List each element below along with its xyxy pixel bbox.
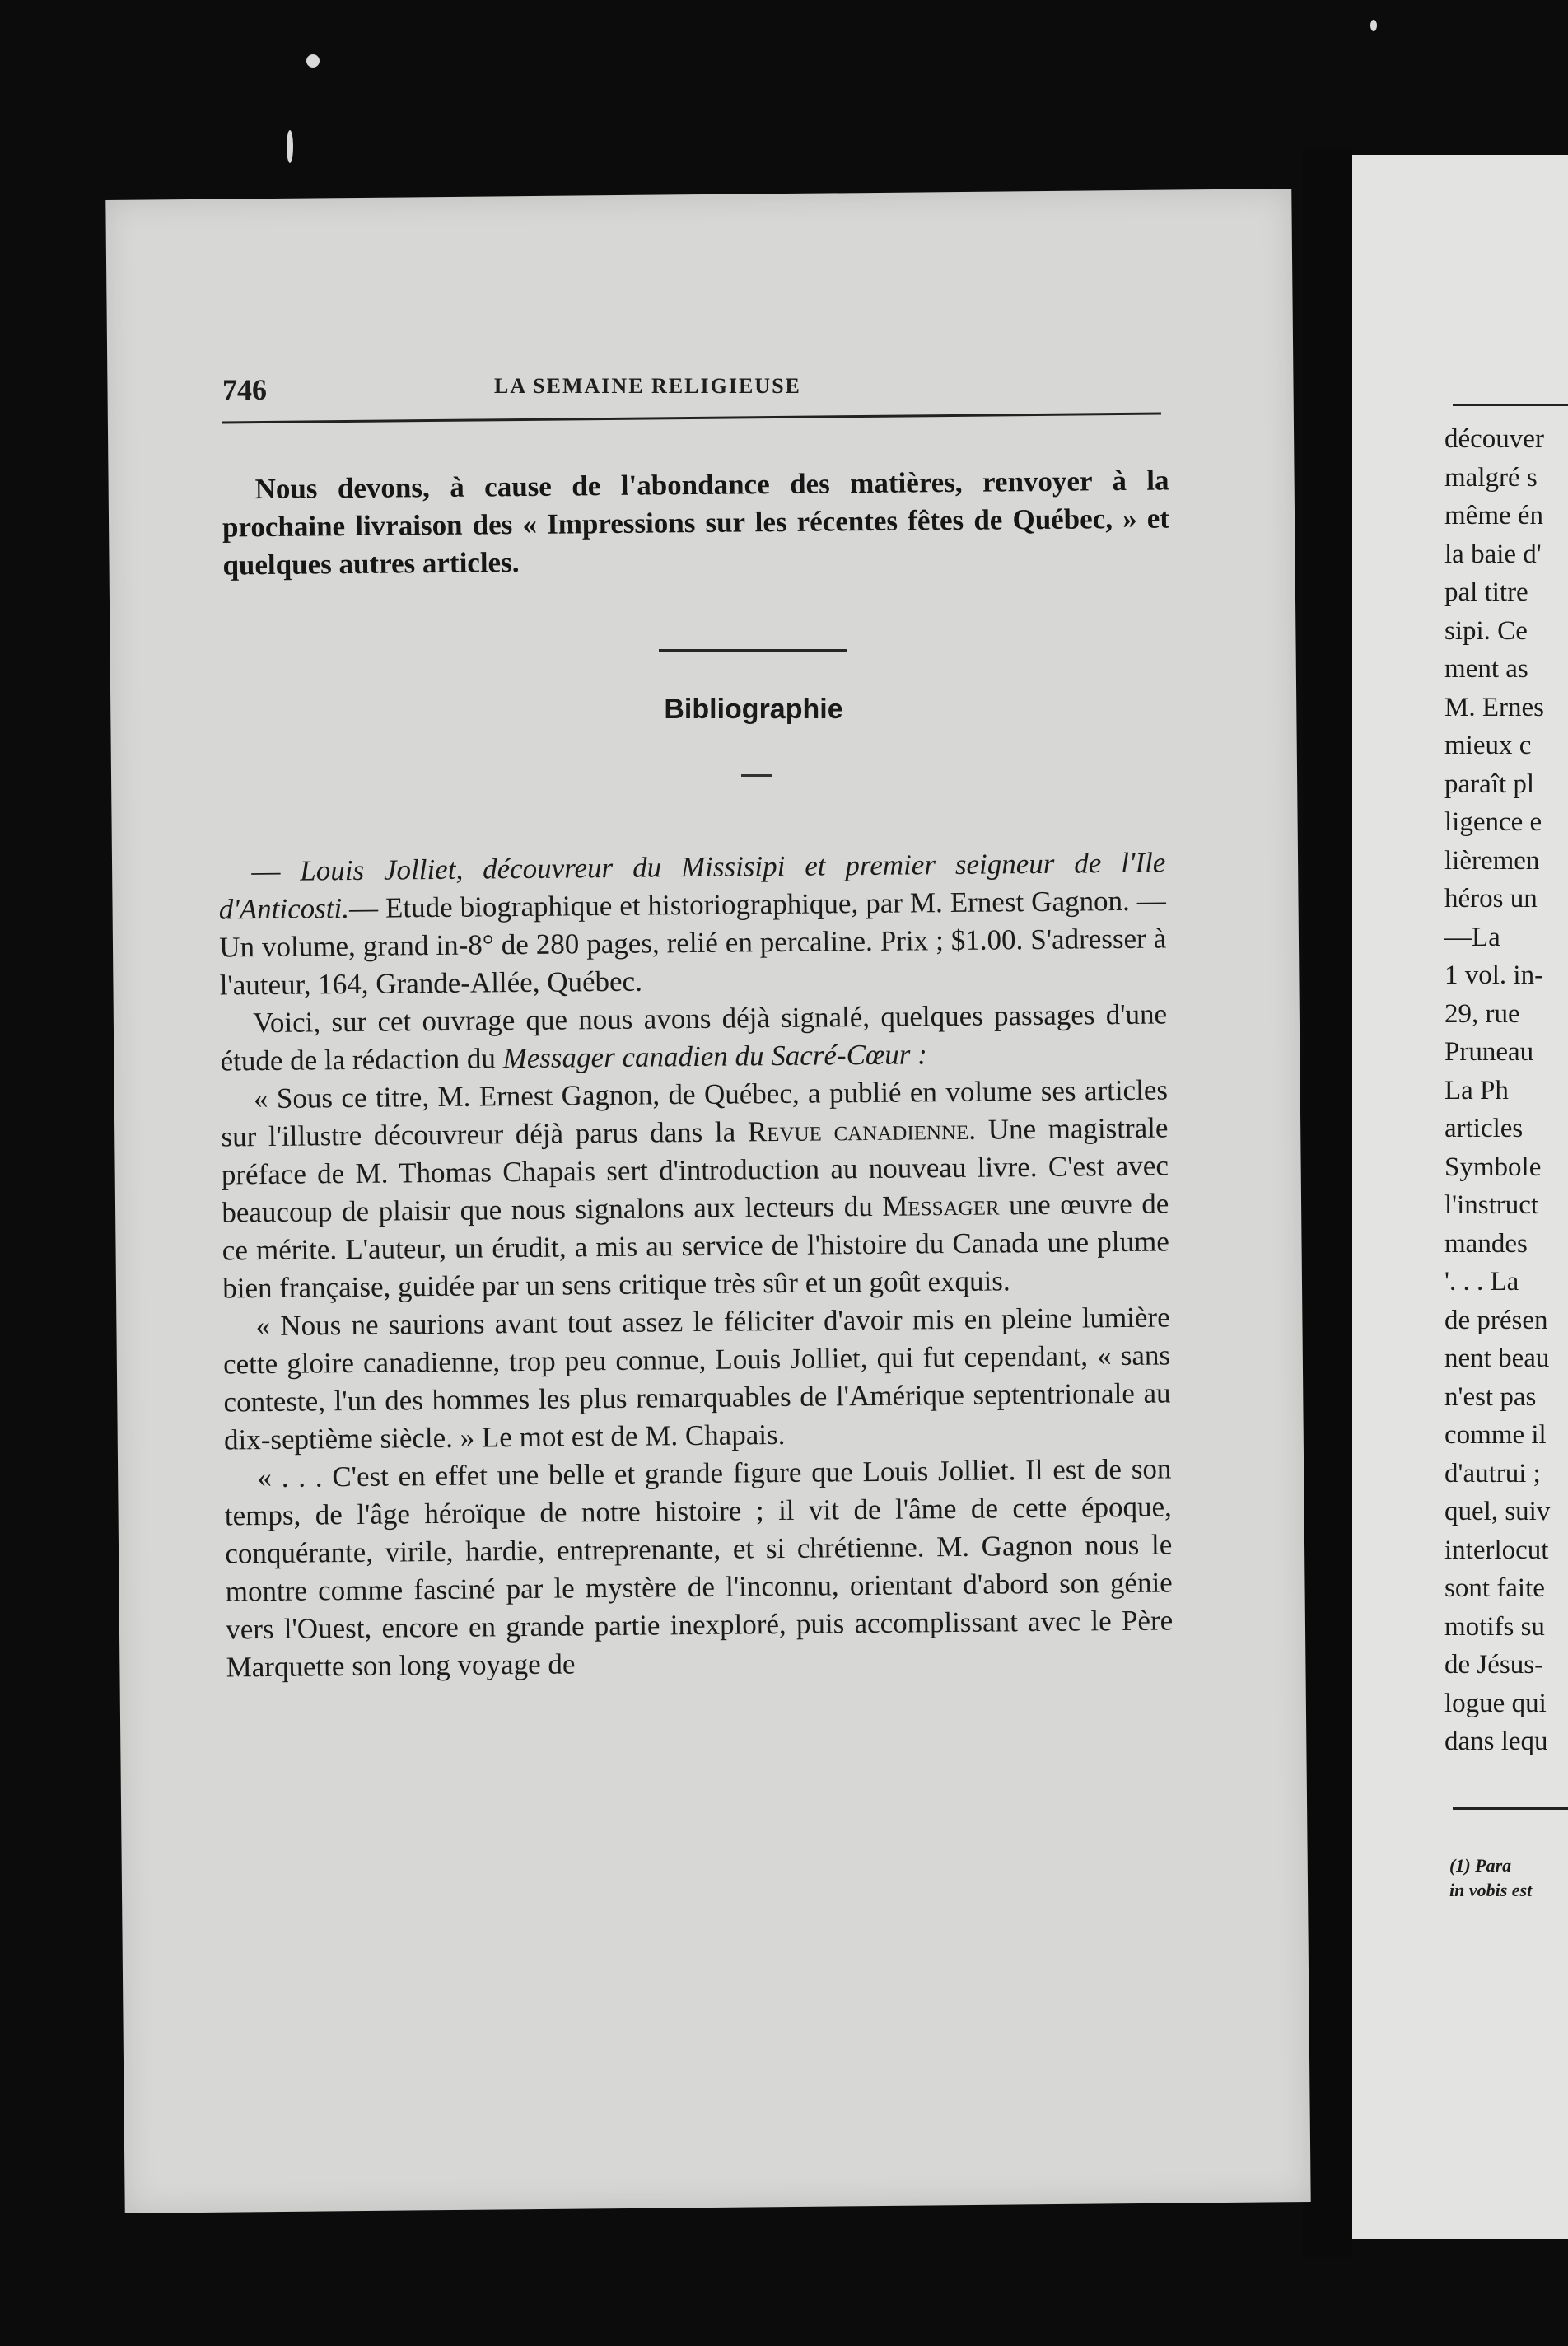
- right-page-text: [1444, 420, 1568, 1761]
- footnote-line: (1) Para: [1449, 1855, 1512, 1876]
- section-dash: [741, 774, 772, 777]
- right-footnote: [1449, 1853, 1568, 1903]
- right-line: sipi. Ce: [1444, 615, 1528, 646]
- right-line: nent beau: [1444, 1344, 1550, 1373]
- right-line: 29, rue: [1444, 998, 1520, 1029]
- right-line: découver: [1444, 424, 1544, 454]
- right-line: ligence e: [1444, 807, 1542, 837]
- right-line: interlocut: [1444, 1535, 1549, 1565]
- page-header: [222, 369, 1161, 409]
- page-number: 746: [222, 373, 267, 406]
- notice-paragraph: [222, 461, 1169, 584]
- right-line: mandes: [1444, 1228, 1528, 1259]
- right-line: paraît pl: [1444, 769, 1535, 799]
- right-line: —La: [1444, 922, 1500, 952]
- right-line: héros un: [1444, 884, 1538, 914]
- footnote-line: in vobis est: [1449, 1880, 1533, 1900]
- bibliography-entry: [218, 844, 1167, 1005]
- right-line: sont faite: [1444, 1573, 1545, 1603]
- quote1-part-a: « Sous ce titre, M. Ernest Gagnon, de Québec, a publié en volume ses articles sur l'illustre découvreur déjà parus dans la: [221, 1073, 1169, 1153]
- right-line: Symbole: [1444, 1152, 1542, 1182]
- right-line: de Jésus-: [1444, 1650, 1544, 1680]
- quote-paragraph-2: « Nous ne saurions avant tout assez le féliciter d'avoir mis en pleine lumière cette gloire canadienne, trop peu connue, Louis Jolliet, qui fut cependant, « sans conteste, l'un des hommes les plus remarquables de l'Amérique septentrionale au dix-septième siècle. » Le mot est de M. Chapais.: [222, 1301, 1171, 1456]
- right-line: logue qui: [1444, 1688, 1547, 1718]
- revue-name: Revue canadienne: [747, 1113, 969, 1148]
- right-line: même én: [1444, 501, 1544, 530]
- right-line: 1 vol. in-: [1444, 960, 1544, 990]
- quote-paragraph-1: [221, 1071, 1170, 1307]
- quote1-part-b: . Une magistrale préface de M. Thomas Chapais sert d'introduction au nouveau livre. C'est avec beaucoup de plaisir que nous signalons aux lecteurs du: [221, 1111, 1169, 1229]
- quote-paragraph-3: « . . . C'est en effet une belle et grande figure que Louis Jolliet. Il est de son temps, de l'âge héroïque de notre histoire ; il vit de l'âme de cette époque, conquérante, virile, hardie, entreprenante, et si chrétienne. M. Gagnon nous le montre comme fasciné par le mystère de l'inconnu, orientant d'abord son génie vers l'Ouest, encore en grande partie inexploré, puis accomplissant avec le Père Marquette son long voyage de: [224, 1452, 1174, 1684]
- intro-source: Messager canadien du Sacré-Cœur :: [502, 1038, 927, 1075]
- entry-dash: —: [251, 854, 301, 888]
- right-line: articles: [1444, 1114, 1524, 1143]
- right-line: la baie d': [1444, 539, 1542, 569]
- right-line: comme il: [1444, 1420, 1547, 1450]
- right-line: d'autrui ;: [1444, 1458, 1541, 1488]
- right-line: Pruneau: [1444, 1037, 1534, 1067]
- right-header-rule: [1453, 404, 1568, 406]
- right-line: La Ph: [1444, 1075, 1509, 1105]
- right-line: M. Ernes: [1444, 692, 1544, 722]
- right-line: l'instruct: [1444, 1190, 1539, 1220]
- right-line: quel, suiv: [1444, 1497, 1551, 1526]
- right-line: mieux c: [1444, 731, 1532, 760]
- right-line: n'est pas: [1444, 1381, 1537, 1412]
- section-divider: [659, 649, 847, 652]
- notice-text: Nous devons, à cause de l'abondance des matières, renvoyer à la prochaine livraison des « Impressions sur les récentes fêtes de Québec, » et quelques autres articles.: [222, 464, 1170, 582]
- right-line: malgré s: [1444, 462, 1538, 493]
- right-line: ment as: [1444, 654, 1528, 684]
- entry-description: — Etude biographique et historiographique, par M. Ernest Gagnon. — Un volume, grand in-8° de 280 pages, relié en percaline. Prix ; $1.00. S'adresser à l'auteur, 164, Grande-Allée, Québec.: [219, 884, 1167, 1002]
- bibliography-section: [218, 844, 1174, 1687]
- right-line: lièremen: [1444, 845, 1540, 876]
- running-head: LA SEMAINE RELIGIEUSE: [494, 374, 801, 398]
- right-footnote-rule: [1453, 1807, 1568, 1810]
- right-line: motifs su: [1444, 1611, 1545, 1642]
- right-line: dans lequ: [1444, 1727, 1548, 1756]
- quote1-part-c: une œuvre de ce mérite. L'auteur, un érudit, a mis au service de l'histoire du Canada une plume bien française, guidée par un sens critique très sûr et un goût exquis.: [222, 1187, 1169, 1305]
- right-line: de présen: [1444, 1305, 1548, 1335]
- book-gutter: [1303, 148, 1352, 2257]
- intro-text: Voici, sur cet ouvrage que nous avons déjà signalé, quelques passages d'une étude de la rédaction du: [220, 998, 1168, 1077]
- dust-speck: [306, 54, 320, 68]
- right-line: pal titre: [1444, 577, 1528, 607]
- section-title: Bibliographie: [664, 694, 843, 725]
- messager-name: Messager: [882, 1189, 1000, 1222]
- intro-paragraph: [220, 995, 1168, 1080]
- entry-title: Louis Jolliet, découvreur du Missisipi et premier seigneur de l'Ile d'Anticosti.: [218, 846, 1166, 926]
- dust-speck: [287, 130, 293, 163]
- right-line: '. . . La: [1444, 1267, 1519, 1297]
- dust-speck: [1370, 20, 1377, 31]
